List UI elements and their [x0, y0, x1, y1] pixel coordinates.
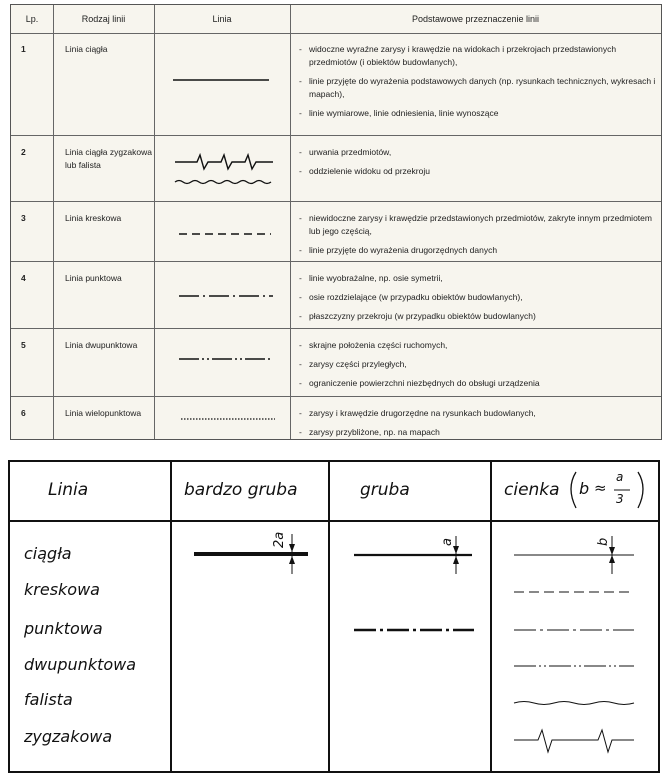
row-number: 5	[21, 340, 26, 350]
header-line-sample: Linia	[212, 14, 232, 24]
dash-double-dot-line-sample	[163, 353, 283, 365]
header-thick: gruba	[360, 480, 410, 500]
formula-numerator: a	[616, 470, 624, 484]
header-thin: cienka	[504, 480, 560, 500]
line-type-name: Linia dwupunktowa	[65, 340, 138, 350]
purpose-item: - skrajne położenia części ruchomych,	[297, 339, 657, 352]
thin-zigzag-line	[514, 730, 634, 752]
table-row	[11, 33, 661, 136]
line-thickness-table	[8, 460, 660, 773]
purpose-item: - zarysy części przyległych,	[297, 358, 657, 371]
zigzag-line-sample	[163, 146, 283, 192]
line-type-name: Linia punktowa	[65, 273, 122, 283]
row-number: 4	[21, 273, 26, 283]
header-line: Linia	[48, 480, 89, 500]
row-name: dwupunktowa	[24, 655, 137, 674]
dim-label-thick: a	[440, 538, 455, 546]
purpose-item: - ograniczenie powierzchni niezbędnych do obsługi urządzenia	[297, 377, 657, 390]
purpose-list	[297, 272, 657, 329]
row-number: 3	[21, 213, 26, 223]
purpose-item: - osie rozdzielające (w przypadku obiektów budowlanych),	[297, 291, 657, 304]
row-name: falista	[24, 690, 73, 709]
table-row	[11, 202, 661, 262]
purpose-list	[297, 407, 657, 445]
row-name: punktowa	[24, 619, 103, 638]
row-number: 2	[21, 147, 26, 157]
purpose-list	[297, 212, 657, 263]
dashed-line-sample	[163, 228, 283, 240]
purpose-item: - płaszczyzny przekroju (w przypadku obiektów budowlanych)	[297, 310, 657, 323]
table-row	[11, 397, 661, 441]
thin-wavy-line	[514, 702, 634, 705]
purpose-item: - linie wymiarowe, linie odniesienia, linie wynoszące	[297, 107, 657, 120]
row-number: 6	[21, 408, 26, 418]
purpose-list	[297, 146, 657, 184]
purpose-item: - linie przyjęte do wyrażenia podstawowych danych (np. rysunkach technicznych, wykresach i mapach),	[297, 75, 657, 101]
header-lp: Lp.	[25, 14, 39, 24]
dim-label-thin: b	[596, 537, 611, 546]
solid-line-sample	[163, 73, 283, 87]
dotted-line-sample	[163, 413, 283, 425]
purpose-item: - niewidoczne zarysy i krawędzie przedstawionych przedmiotów, zakryte innym przedmiotem lub jego częścią,	[297, 212, 657, 238]
line-type-name: Linia kreskowa	[65, 213, 122, 223]
dash-dot-line-sample	[163, 290, 283, 302]
line-type-name: Linia ciągła	[65, 44, 108, 54]
row-name: zygzakowa	[24, 727, 113, 746]
formula-approx: ≈	[594, 479, 607, 497]
table-row	[11, 262, 661, 329]
header-line-type: Rodzaj linii	[81, 14, 126, 24]
purpose-list	[297, 339, 657, 396]
purpose-item: - zarysy przybliżone, np. na mapach	[297, 426, 657, 439]
row-number: 1	[21, 44, 26, 54]
purpose-item: - widoczne wyraźne zarysy i krawędzie na widokach i przekrojach przedstawionych przedmiotów (i obiektów budowlanych),	[297, 43, 657, 69]
header-purpose: Podstawowe przeznaczenie linii	[411, 14, 540, 24]
header-very-thick: bardzo gruba	[184, 480, 298, 500]
purpose-item: - linie przyjęte do wyrażenia drugorzędnych danych	[297, 244, 657, 257]
table-row	[11, 329, 661, 397]
dim-label-very-thick: 2a	[272, 531, 287, 548]
row-name: kreskowa	[24, 580, 100, 599]
formula-denominator: 3	[616, 492, 624, 506]
line-type-name: Linia ciągła zygzakowa lub falista	[65, 147, 152, 170]
purpose-item: - oddzielenie widoku od przekroju	[297, 165, 657, 178]
table-row	[11, 136, 661, 202]
table-header	[11, 5, 661, 34]
line-samples	[10, 462, 662, 775]
purpose-item: - zarysy i krawędzie drugorzędne na rysunkach budowlanych,	[297, 407, 657, 420]
line-type-name: Linia wielopunktowa	[65, 408, 142, 418]
purpose-item: - urwania przedmiotów,	[297, 146, 657, 159]
row-name: ciągła	[24, 544, 72, 563]
purpose-list	[297, 43, 657, 126]
purpose-item: - linie wyobrażalne, np. osie symetrii,	[297, 272, 657, 285]
formula-b: b	[579, 479, 590, 498]
line-types-table	[10, 4, 662, 440]
